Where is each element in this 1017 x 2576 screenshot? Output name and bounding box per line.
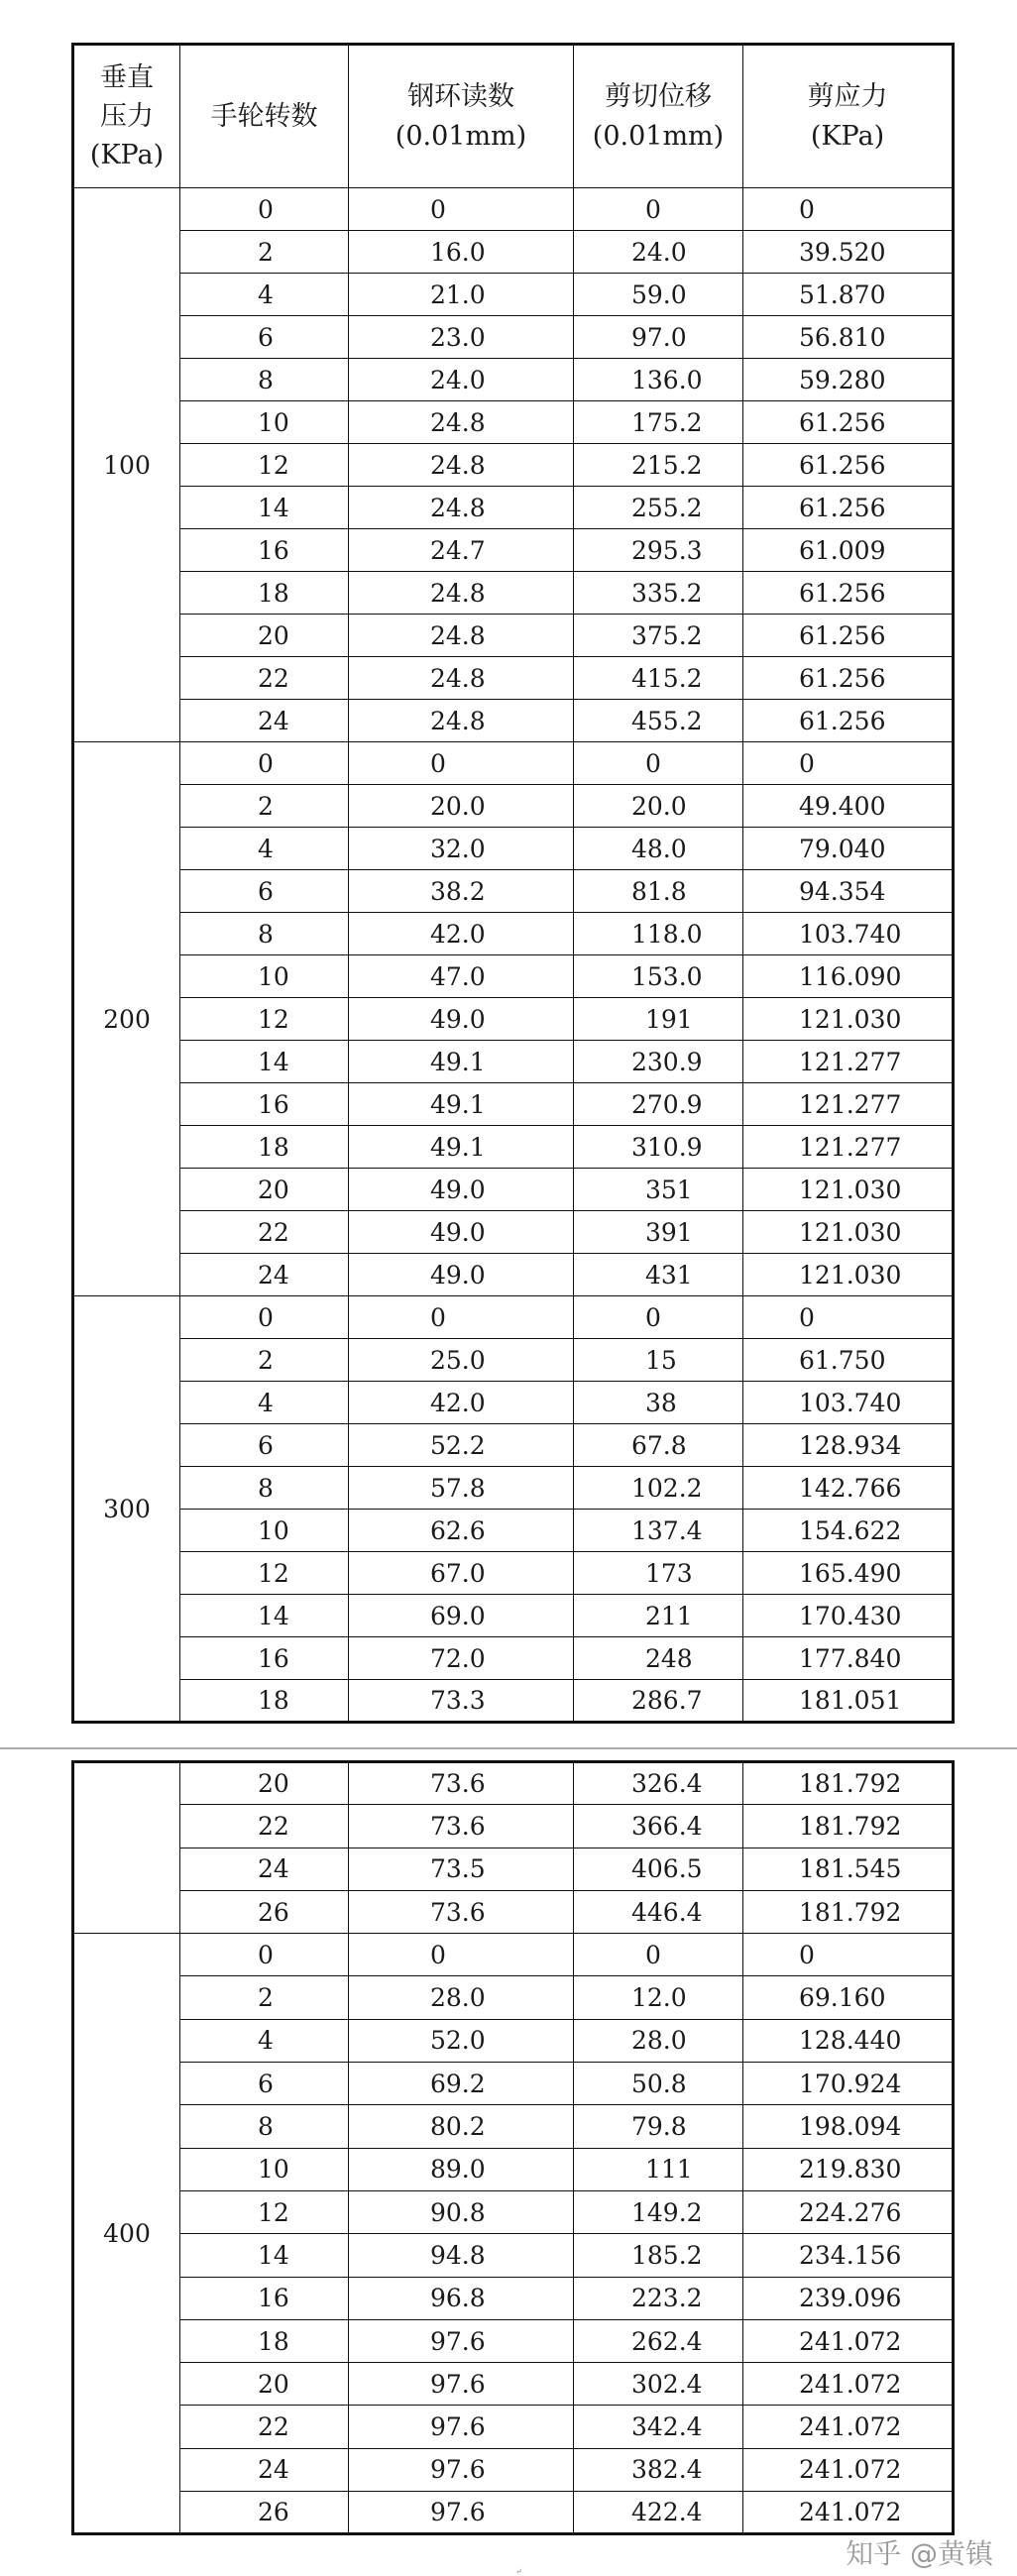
shear-displacement-cell: 326.4	[574, 1762, 743, 1805]
shear-stress-cell: 241.072	[743, 2406, 954, 2448]
shear-stress-cell: 56.810	[743, 316, 954, 359]
shear-test-table-part1	[71, 43, 955, 1724]
turns-cell: 22	[180, 2406, 349, 2448]
turns-cell: 2	[180, 231, 349, 274]
ring-reading-cell: 49.1	[349, 1083, 574, 1126]
turns-cell: 8	[180, 1467, 349, 1510]
turns-cell: 24	[180, 2448, 349, 2491]
ring-reading-cell: 97.6	[349, 2492, 574, 2534]
ring-reading-cell: 73.5	[349, 1848, 574, 1890]
shear-displacement-cell: 38	[574, 1382, 743, 1424]
table-row	[73, 2319, 954, 2362]
shear-stress-cell: 241.072	[743, 2319, 954, 2362]
table-row	[73, 913, 954, 955]
table-row	[73, 615, 954, 657]
shear-stress-cell: 142.766	[743, 1467, 954, 1510]
shear-displacement-cell: 415.2	[574, 657, 743, 700]
shear-displacement-cell: 211	[574, 1595, 743, 1637]
shear-stress-cell: 121.277	[743, 1083, 954, 1126]
turns-cell: 18	[180, 1126, 349, 1169]
turns-cell: 14	[180, 2234, 349, 2277]
ring-reading-cell: 73.6	[349, 1805, 574, 1848]
ring-reading-cell: 90.8	[349, 2190, 574, 2233]
ring-reading-cell: 73.3	[349, 1680, 574, 1723]
table-row	[73, 1976, 954, 2019]
table-row	[73, 1254, 954, 1296]
turns-cell: 4	[180, 828, 349, 870]
shear-displacement-cell: 342.4	[574, 2406, 743, 2448]
shear-displacement-cell: 270.9	[574, 1083, 743, 1126]
turns-cell: 0	[180, 188, 349, 231]
ring-reading-cell: 49.1	[349, 1126, 574, 1169]
turns-cell: 10	[180, 955, 349, 998]
turns-cell: 24	[180, 1848, 349, 1890]
table-row	[73, 700, 954, 742]
table-row	[73, 2492, 954, 2534]
turns-cell: 4	[180, 274, 349, 316]
table-row	[73, 1637, 954, 1680]
shear-displacement-cell: 173	[574, 1552, 743, 1595]
shear-displacement-cell: 111	[574, 2148, 743, 2190]
header-ring-reading-unit: (0.01mm)	[395, 120, 527, 152]
shear-displacement-cell: 59.0	[574, 274, 743, 316]
shear-displacement-cell: 215.2	[574, 444, 743, 487]
shear-displacement-cell: 262.4	[574, 2319, 743, 2362]
table-row	[73, 1595, 954, 1637]
ring-reading-cell: 49.0	[349, 1211, 574, 1254]
turns-cell: 0	[180, 742, 349, 785]
shear-stress-cell: 177.840	[743, 1637, 954, 1680]
table-row	[73, 1169, 954, 1211]
shear-stress-cell: 128.440	[743, 2019, 954, 2062]
shear-displacement-cell: 0	[574, 188, 743, 231]
table-row	[73, 2234, 954, 2277]
table-row	[73, 1762, 954, 1805]
vertical-pressure-cell	[73, 1762, 180, 1934]
ring-reading-cell: 20.0	[349, 785, 574, 828]
shear-displacement-cell: 28.0	[574, 2019, 743, 2062]
table-row	[73, 2363, 954, 2406]
ring-reading-cell: 62.6	[349, 1510, 574, 1552]
turns-cell: 0	[180, 1296, 349, 1339]
ring-reading-cell: 24.8	[349, 657, 574, 700]
table-row	[73, 870, 954, 913]
shear-displacement-cell: 455.2	[574, 700, 743, 742]
table-row	[73, 1424, 954, 1467]
shear-stress-cell: 61.256	[743, 657, 954, 700]
ring-reading-cell: 24.7	[349, 529, 574, 572]
table-row	[73, 1805, 954, 1848]
shear-stress-cell: 61.256	[743, 700, 954, 742]
ring-reading-cell: 69.0	[349, 1595, 574, 1637]
turns-cell: 20	[180, 2363, 349, 2406]
shear-stress-cell: 170.924	[743, 2063, 954, 2105]
shear-displacement-cell: 15	[574, 1339, 743, 1382]
ring-reading-cell: 96.8	[349, 2277, 574, 2319]
ring-reading-cell: 16.0	[349, 231, 574, 274]
turns-cell: 10	[180, 401, 349, 444]
shear-displacement-cell: 175.2	[574, 401, 743, 444]
page-break-line	[0, 1747, 1017, 1749]
turns-cell: 22	[180, 1805, 349, 1848]
ring-reading-cell: 0	[349, 742, 574, 785]
header-shear-displacement-unit: (0.01mm)	[592, 120, 725, 152]
turns-cell: 8	[180, 913, 349, 955]
shear-stress-cell: 49.400	[743, 785, 954, 828]
turns-cell: 24	[180, 700, 349, 742]
turns-cell: 16	[180, 1637, 349, 1680]
turns-cell: 22	[180, 1211, 349, 1254]
ring-reading-cell: 97.6	[349, 2448, 574, 2491]
ring-reading-cell: 49.0	[349, 1254, 574, 1296]
shear-displacement-cell: 335.2	[574, 572, 743, 615]
ring-reading-cell: 89.0	[349, 2148, 574, 2190]
shear-displacement-cell: 102.2	[574, 1467, 743, 1510]
table-row	[73, 359, 954, 401]
shear-stress-cell: 0	[743, 188, 954, 231]
shear-stress-cell: 103.740	[743, 913, 954, 955]
shear-stress-cell: 94.354	[743, 870, 954, 913]
shear-displacement-cell: 81.8	[574, 870, 743, 913]
turns-cell: 14	[180, 487, 349, 529]
shear-stress-cell: 61.256	[743, 444, 954, 487]
shear-displacement-cell: 375.2	[574, 615, 743, 657]
turns-cell: 14	[180, 1041, 349, 1083]
table-row	[73, 657, 954, 700]
table-row	[73, 231, 954, 274]
table-row	[73, 188, 954, 231]
shear-stress-cell: 181.051	[743, 1680, 954, 1723]
turns-cell: 20	[180, 1169, 349, 1211]
shear-displacement-cell: 48.0	[574, 828, 743, 870]
turns-cell: 16	[180, 1083, 349, 1126]
ring-reading-cell: 21.0	[349, 274, 574, 316]
table-row	[73, 1041, 954, 1083]
ring-reading-cell: 49.0	[349, 1169, 574, 1211]
table-row	[73, 1296, 954, 1339]
shear-stress-cell: 0	[743, 1296, 954, 1339]
ring-reading-cell: 32.0	[349, 828, 574, 870]
shear-stress-cell: 61.009	[743, 529, 954, 572]
ring-reading-cell: 49.0	[349, 998, 574, 1041]
turns-cell: 24	[180, 1254, 349, 1296]
turns-cell: 20	[180, 1762, 349, 1805]
shear-displacement-cell: 422.4	[574, 2492, 743, 2534]
ring-reading-cell: 25.0	[349, 1339, 574, 1382]
header-shear-displacement-label: 剪切位移	[605, 81, 712, 113]
turns-cell: 8	[180, 2105, 349, 2148]
shear-stress-cell: 241.072	[743, 2448, 954, 2491]
shear-displacement-cell: 382.4	[574, 2448, 743, 2491]
shear-stress-cell: 181.792	[743, 1762, 954, 1805]
ring-reading-cell: 0	[349, 1296, 574, 1339]
ring-reading-cell: 67.0	[349, 1552, 574, 1595]
watermark: 知乎 @黄镇	[846, 2537, 993, 2570]
shear-displacement-cell: 136.0	[574, 359, 743, 401]
table-row	[73, 1382, 954, 1424]
shear-stress-cell: 121.030	[743, 1211, 954, 1254]
table-row	[73, 1680, 954, 1723]
ring-reading-cell: 28.0	[349, 1976, 574, 2019]
shear-stress-cell: 103.740	[743, 1382, 954, 1424]
ring-reading-cell: 0	[349, 188, 574, 231]
shear-stress-cell: 181.792	[743, 1805, 954, 1848]
ring-reading-cell: 0	[349, 1934, 574, 1976]
ring-reading-cell: 73.6	[349, 1762, 574, 1805]
header-shear-stress-unit: (KPa)	[810, 120, 885, 152]
shear-displacement-cell: 0	[574, 742, 743, 785]
shear-displacement-cell: 391	[574, 1211, 743, 1254]
shear-stress-cell: 61.256	[743, 487, 954, 529]
turns-cell: 2	[180, 1976, 349, 2019]
turns-cell: 12	[180, 998, 349, 1041]
shear-stress-cell: 121.030	[743, 998, 954, 1041]
turns-cell: 14	[180, 1595, 349, 1637]
header-shear-displacement	[574, 45, 743, 188]
table-row	[73, 487, 954, 529]
turns-cell: 18	[180, 2319, 349, 2362]
turns-cell: 26	[180, 2492, 349, 2534]
shear-displacement-cell: 310.9	[574, 1126, 743, 1169]
ring-reading-cell: 38.2	[349, 870, 574, 913]
shear-displacement-cell: 24.0	[574, 231, 743, 274]
shear-displacement-cell: 366.4	[574, 1805, 743, 1848]
ring-reading-cell: 24.8	[349, 572, 574, 615]
table-row	[73, 1510, 954, 1552]
ring-reading-cell: 97.6	[349, 2319, 574, 2362]
ring-reading-cell: 23.0	[349, 316, 574, 359]
ring-reading-cell: 72.0	[349, 1637, 574, 1680]
turns-cell: 20	[180, 615, 349, 657]
shear-stress-cell: 224.276	[743, 2190, 954, 2233]
shear-displacement-cell: 149.2	[574, 2190, 743, 2233]
shear-displacement-cell: 67.8	[574, 1424, 743, 1467]
header-shear-stress-label: 剪应力	[807, 81, 888, 113]
ring-reading-cell: 49.1	[349, 1041, 574, 1083]
ring-reading-cell: 24.0	[349, 359, 574, 401]
shear-displacement-cell: 97.0	[574, 316, 743, 359]
turns-cell: 12	[180, 444, 349, 487]
table-row	[73, 444, 954, 487]
ring-reading-cell: 69.2	[349, 2063, 574, 2105]
ring-reading-cell: 24.8	[349, 487, 574, 529]
header-turns: 手轮转数	[180, 45, 349, 188]
shear-displacement-cell: 79.8	[574, 2105, 743, 2148]
shear-stress-cell: 59.280	[743, 359, 954, 401]
shear-displacement-cell: 118.0	[574, 913, 743, 955]
shear-stress-cell: 39.520	[743, 231, 954, 274]
shear-stress-cell: 121.030	[743, 1254, 954, 1296]
table-row	[73, 1934, 954, 1976]
shear-displacement-cell: 137.4	[574, 1510, 743, 1552]
turns-cell: 2	[180, 785, 349, 828]
shear-stress-cell: 79.040	[743, 828, 954, 870]
shear-stress-cell: 181.545	[743, 1848, 954, 1890]
paragraph-mark: ↵	[515, 2567, 522, 2576]
turns-cell: 8	[180, 359, 349, 401]
table-row	[73, 742, 954, 785]
ring-reading-cell: 24.8	[349, 444, 574, 487]
table-row	[73, 2190, 954, 2233]
shear-stress-cell: 181.792	[743, 1890, 954, 1933]
shear-displacement-cell: 185.2	[574, 2234, 743, 2277]
turns-cell: 18	[180, 572, 349, 615]
table-row	[73, 2105, 954, 2148]
table-row	[73, 785, 954, 828]
shear-stress-cell: 0	[743, 742, 954, 785]
shear-displacement-cell: 351	[574, 1169, 743, 1211]
shear-stress-cell: 128.934	[743, 1424, 954, 1467]
shear-displacement-cell: 286.7	[574, 1680, 743, 1723]
shear-stress-cell: 154.622	[743, 1510, 954, 1552]
header-ring-reading	[349, 45, 574, 188]
header-shear-stress	[743, 45, 954, 188]
turns-cell: 16	[180, 2277, 349, 2319]
turns-cell: 6	[180, 870, 349, 913]
shear-stress-cell: 165.490	[743, 1552, 954, 1595]
ring-reading-cell: 57.8	[349, 1467, 574, 1510]
table-row	[73, 529, 954, 572]
table-row	[73, 2277, 954, 2319]
vertical-pressure-cell: 400	[73, 1934, 180, 2534]
ring-reading-cell: 24.8	[349, 700, 574, 742]
shear-stress-cell: 61.256	[743, 615, 954, 657]
shear-stress-cell: 241.072	[743, 2363, 954, 2406]
turns-cell: 18	[180, 1680, 349, 1723]
turns-cell: 2	[180, 1339, 349, 1382]
vertical-pressure-cell: 100	[73, 188, 180, 742]
shear-stress-cell: 51.870	[743, 274, 954, 316]
ring-reading-cell: 24.8	[349, 401, 574, 444]
table-header-row	[73, 45, 954, 188]
turns-cell: 16	[180, 529, 349, 572]
turns-cell: 12	[180, 2190, 349, 2233]
table-row	[73, 2019, 954, 2062]
ring-reading-cell: 94.8	[349, 2234, 574, 2277]
turns-cell: 10	[180, 1510, 349, 1552]
ring-reading-cell: 52.2	[349, 1424, 574, 1467]
ring-reading-cell: 97.6	[349, 2363, 574, 2406]
ring-reading-cell: 80.2	[349, 2105, 574, 2148]
ring-reading-cell: 73.6	[349, 1890, 574, 1933]
table-row	[73, 1083, 954, 1126]
shear-test-table-part2	[71, 1760, 955, 2535]
turns-cell: 12	[180, 1552, 349, 1595]
shear-displacement-cell: 302.4	[574, 2363, 743, 2406]
table-row	[73, 401, 954, 444]
turns-cell: 22	[180, 657, 349, 700]
table-row	[73, 1126, 954, 1169]
shear-stress-cell: 234.156	[743, 2234, 954, 2277]
shear-displacement-cell: 295.3	[574, 529, 743, 572]
shear-stress-cell: 69.160	[743, 1976, 954, 2019]
vertical-pressure-cell: 200	[73, 742, 180, 1296]
shear-stress-cell: 116.090	[743, 955, 954, 998]
turns-cell: 6	[180, 2063, 349, 2105]
shear-stress-cell: 121.277	[743, 1126, 954, 1169]
shear-displacement-cell: 191	[574, 998, 743, 1041]
turns-cell: 26	[180, 1890, 349, 1933]
shear-displacement-cell: 248	[574, 1637, 743, 1680]
ring-reading-cell: 52.0	[349, 2019, 574, 2062]
shear-displacement-cell: 406.5	[574, 1848, 743, 1890]
header-vertical-pressure: 垂直压力(KPa)	[73, 45, 180, 188]
turns-cell: 0	[180, 1934, 349, 1976]
ring-reading-cell: 24.8	[349, 615, 574, 657]
shear-stress-cell: 121.030	[743, 1169, 954, 1211]
table-row	[73, 2148, 954, 2190]
shear-stress-cell: 61.256	[743, 401, 954, 444]
shear-stress-cell: 61.256	[743, 572, 954, 615]
shear-displacement-cell: 0	[574, 1296, 743, 1339]
shear-displacement-cell: 50.8	[574, 2063, 743, 2105]
shear-stress-cell: 241.072	[743, 2492, 954, 2534]
table-row	[73, 1211, 954, 1254]
header-ring-reading-label: 钢环读数	[407, 81, 514, 113]
table-row	[73, 1848, 954, 1890]
turns-cell: 10	[180, 2148, 349, 2190]
turns-cell: 6	[180, 316, 349, 359]
shear-displacement-cell: 255.2	[574, 487, 743, 529]
shear-stress-cell: 121.277	[743, 1041, 954, 1083]
shear-displacement-cell: 431	[574, 1254, 743, 1296]
shear-displacement-cell: 153.0	[574, 955, 743, 998]
table-row	[73, 572, 954, 615]
turns-cell: 6	[180, 1424, 349, 1467]
ring-reading-cell: 42.0	[349, 1382, 574, 1424]
table-row	[73, 2448, 954, 2491]
shear-displacement-cell: 230.9	[574, 1041, 743, 1083]
table-row	[73, 2063, 954, 2105]
table-row	[73, 1467, 954, 1510]
shear-stress-cell: 0	[743, 1934, 954, 1976]
ring-reading-cell: 47.0	[349, 955, 574, 998]
shear-stress-cell: 170.430	[743, 1595, 954, 1637]
table-row	[73, 998, 954, 1041]
turns-cell: 4	[180, 2019, 349, 2062]
vertical-pressure-cell: 300	[73, 1296, 180, 1723]
shear-stress-cell: 198.094	[743, 2105, 954, 2148]
table-row	[73, 274, 954, 316]
shear-displacement-cell: 0	[574, 1934, 743, 1976]
shear-displacement-cell: 20.0	[574, 785, 743, 828]
shear-displacement-cell: 12.0	[574, 1976, 743, 2019]
table-row	[73, 1890, 954, 1933]
table-row	[73, 1339, 954, 1382]
shear-stress-cell: 219.830	[743, 2148, 954, 2190]
table-row	[73, 828, 954, 870]
shear-displacement-cell: 446.4	[574, 1890, 743, 1933]
ring-reading-cell: 97.6	[349, 2406, 574, 2448]
table-row	[73, 1552, 954, 1595]
table-row	[73, 2406, 954, 2448]
table-row	[73, 316, 954, 359]
shear-stress-cell: 239.096	[743, 2277, 954, 2319]
table-row	[73, 955, 954, 998]
ring-reading-cell: 42.0	[349, 913, 574, 955]
shear-displacement-cell: 223.2	[574, 2277, 743, 2319]
turns-cell: 4	[180, 1382, 349, 1424]
shear-stress-cell: 61.750	[743, 1339, 954, 1382]
